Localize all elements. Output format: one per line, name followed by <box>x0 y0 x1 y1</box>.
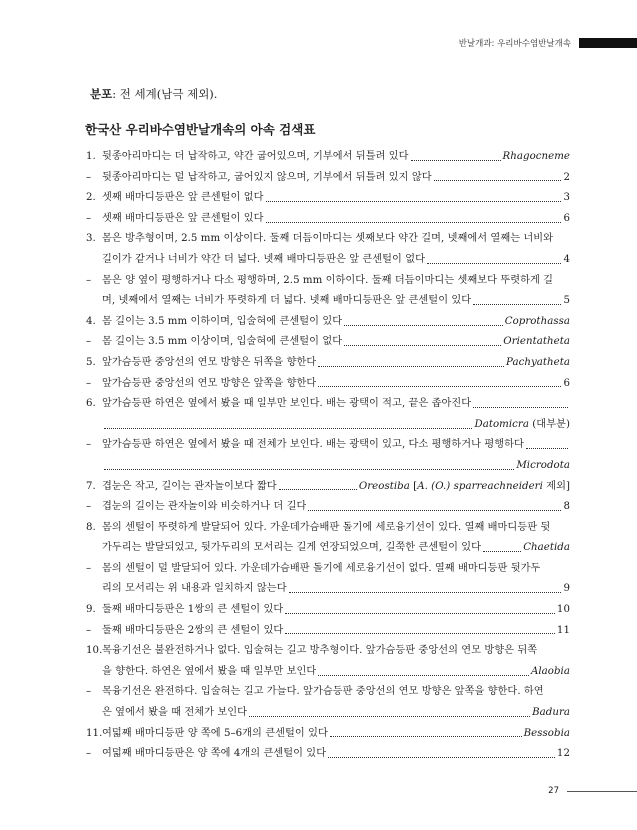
leader-dots <box>308 510 561 511</box>
result-label: 12 <box>556 748 570 760</box>
leader-dots <box>104 469 514 470</box>
distribution-paragraph <box>90 86 217 102</box>
key-line-text: 겹눈은 작고, 길이는 관자놀이보다 짧다 <box>102 480 277 492</box>
key-line-text: 앞가슴등판 하연은 옆에서 봤을 때 일부만 보인다. 배는 광택이 적고, 끝은 좁아진다 <box>102 398 472 410</box>
leader-dots <box>318 386 561 387</box>
key-line <box>86 456 570 477</box>
result-note: (대부분) <box>528 418 570 430</box>
page-number: 27 <box>548 786 559 796</box>
result-label: 4 <box>563 253 570 265</box>
result-label: 2 <box>563 171 570 183</box>
taxon-result <box>524 724 570 745</box>
distribution-label: 분포 <box>90 87 113 101</box>
leader-dots <box>411 160 501 161</box>
couplet-reference <box>563 374 570 395</box>
key-line <box>86 600 570 621</box>
couplet-reference <box>563 168 570 189</box>
leader-dots <box>526 448 568 449</box>
result-label: Chaetida <box>523 542 570 554</box>
key-line <box>86 682 570 703</box>
result-label: 9 <box>563 583 570 595</box>
running-title: 반날개과: 우리바수염반날개속 <box>458 39 571 49</box>
header-bar <box>579 38 637 48</box>
key-line <box>86 497 570 518</box>
key-line-text: 둘째 배마디등판은 1쌍의 큰 센털이 있다 <box>102 604 284 616</box>
leader-dots <box>285 633 555 634</box>
result-label: 6 <box>563 377 570 389</box>
key-line-text: 며, 넷째에서 열째는 너비가 뚜렷하게 더 넓다. 넷째 배마디등판은 앞 큰센털이 있다 <box>102 295 472 307</box>
key-line-text: 몸의 센털이 덜 발달되어 있다. 가운데가슴배판 돌기에 세로융기선이 없다. 열째 배마디등판 뒷가두 <box>102 562 541 574</box>
leader-dots <box>328 757 555 758</box>
taxon-result <box>503 332 570 353</box>
key-line-text: 은 옆에서 봤을 때 전체가 보인다 <box>102 707 248 719</box>
result-label: 5 <box>563 295 570 307</box>
footer-rule <box>567 791 637 792</box>
key-line <box>86 250 570 271</box>
couplet-number: 11. <box>86 727 103 739</box>
alternative-dash: – <box>86 377 92 389</box>
result-label: Microdota <box>516 459 570 471</box>
result-label: Datomicra <box>474 418 529 430</box>
key-line-text: 여덟째 배마디등판은 양 쪽에 4개의 큰센털이 있다 <box>102 748 327 760</box>
couplet-reference <box>557 600 570 621</box>
key-line-text: 앞가슴등판 중앙선의 연모 방향은 뒤쪽을 향한다 <box>102 356 317 368</box>
couplet-reference <box>557 744 570 765</box>
key-line <box>86 168 570 189</box>
key-line <box>86 518 570 539</box>
couplet-number: 10. <box>86 645 103 657</box>
key-line <box>86 538 570 559</box>
result-note: [A. (O.) sparreachneideri 제외] <box>409 480 570 492</box>
leader-dots <box>483 551 521 552</box>
key-line <box>86 579 570 600</box>
couplet-reference <box>563 497 570 518</box>
key-line-text: 을 향한다. 하연은 옆에서 봤을 때 일부만 보인다 <box>102 665 317 677</box>
key-line <box>86 477 570 498</box>
alternative-dash: – <box>86 274 92 286</box>
taxon-result <box>503 147 570 168</box>
taxon-result <box>523 538 570 559</box>
key-line <box>86 332 570 353</box>
leader-dots <box>344 345 501 346</box>
couplet-number: 9. <box>86 604 96 616</box>
leader-dots <box>279 489 357 490</box>
key-line-text: 몸 길이는 3.5 mm 이상이며, 입술혀에 큰센털이 없다 <box>102 336 343 348</box>
alternative-dash: – <box>86 336 92 348</box>
key-line-text: 앞가슴등판 중앙선의 연모 방향은 앞쪽을 향한다 <box>102 377 317 389</box>
key-line <box>86 291 570 312</box>
key-line-text: 여덟째 배마디등판 양 쪽에 5–6개의 큰센털이 있다 <box>102 727 328 739</box>
key-line-text: 둘째 배마디등판은 2쌍의 큰 센털이 있다 <box>102 624 284 636</box>
leader-dots <box>318 675 529 676</box>
distribution-text: : 전 세계(남극 제외). <box>112 87 218 101</box>
couplet-number: 3. <box>86 233 96 245</box>
key-line-text: 가두리는 발달되었고, 뒷가두리의 모서리는 길게 연장되었으며, 길쭉한 큰센털이 있다 <box>102 542 482 554</box>
key-line-text: 목융기선은 불완전하거나 없다. 입술혀는 길고 방추형이다. 앞가슴등판 중앙선의 연모 방향은 뒤쪽 <box>102 645 538 657</box>
couplet-number: 2. <box>86 192 96 204</box>
running-header <box>459 38 637 48</box>
leader-dots <box>434 180 562 181</box>
key-line-text: 뒷종아리마디는 더 납작하고, 약간 굽어있으며, 기부에서 뒤틀려 있다 <box>102 151 409 162</box>
key-line <box>86 662 570 683</box>
key-line-text: 뒷종아리마디는 덜 납작하고, 굽어있지 않으며, 기부에서 뒤틀려 있지 않다 <box>102 171 432 183</box>
key-line <box>86 312 570 333</box>
key-line <box>86 435 570 456</box>
leader-dots <box>473 304 561 305</box>
result-label: Bessobia <box>523 727 570 739</box>
result-label: 3 <box>563 192 570 204</box>
result-label: 10 <box>556 604 570 616</box>
key-line <box>86 641 570 662</box>
key-line-text: 리의 모서리는 위 내용과 일치하지 않는다 <box>102 583 287 595</box>
leader-dots <box>344 325 503 326</box>
key-title: 한국산 우리바수염반날개속의 아속 검색표 <box>85 122 316 137</box>
result-label: Orientatheta <box>503 336 570 348</box>
taxon-result <box>516 456 570 477</box>
key-line <box>86 147 570 168</box>
alternative-dash: – <box>86 171 92 183</box>
key-line-text: 목융기선은 완전하다. 입술혀는 길고 가늘다. 앞가슴등판 중앙선의 연모 방향은 앞쪽을 향한다. 하연 <box>102 686 544 698</box>
result-label: Oreostiba <box>358 480 410 492</box>
couplet-number: 4. <box>86 315 96 327</box>
taxon-result <box>474 415 570 436</box>
result-label: Coprothassa <box>504 315 570 327</box>
result-label: Badura <box>532 707 570 719</box>
key-line <box>86 271 570 292</box>
key-line <box>86 209 570 230</box>
page-footer <box>548 786 637 796</box>
couplet-reference <box>563 579 570 600</box>
key-line-text: 길이가 같거나 너비가 약간 더 넓다. 넷째 배마디등판은 앞 큰센털이 없다 <box>102 253 426 265</box>
leader-dots <box>249 716 530 717</box>
key-line-text: 겹눈의 길이는 관자놀이와 비슷하거나 더 길다 <box>102 501 307 513</box>
key-line <box>86 744 570 765</box>
alternative-dash: – <box>86 686 92 698</box>
result-label: 6 <box>563 212 570 224</box>
key-line-text: 몸은 양 옆이 평행하거나 다소 평행하며, 2.5 mm 이하이다. 둘째 더듬이마디는 셋째보다 뚜렷하게 길 <box>102 274 554 286</box>
alternative-dash: – <box>86 748 92 760</box>
key-line <box>86 353 570 374</box>
couplet-number: 8. <box>86 521 96 533</box>
taxon-result <box>359 477 570 498</box>
key-line-text: 몸의 센털이 뚜렷하게 발달되어 있다. 가운데가슴배판 돌기에 세로융기선이 있다. 열째 배마디등판 뒷 <box>102 521 551 533</box>
leader-dots <box>104 428 472 429</box>
key-line <box>86 415 570 436</box>
key-line <box>86 703 570 724</box>
leader-dots <box>266 222 562 223</box>
taxon-result <box>505 312 570 333</box>
taxon-result <box>506 353 570 374</box>
result-label: 11 <box>556 624 570 636</box>
alternative-dash: – <box>86 562 92 574</box>
key-line <box>86 724 570 745</box>
couplet-reference <box>563 250 570 271</box>
key-line-text: 셋째 배마디등판은 앞 큰센털이 없다 <box>102 192 264 204</box>
result-label: Alaobia <box>530 665 570 677</box>
couplet-reference <box>563 188 570 209</box>
key-line <box>86 188 570 209</box>
key-line <box>86 394 570 415</box>
result-label: Pachyatheta <box>506 356 570 368</box>
leader-dots <box>473 407 568 408</box>
couplet-number: 6. <box>86 398 96 410</box>
alternative-dash: – <box>86 624 92 636</box>
alternative-dash: – <box>86 501 92 513</box>
taxon-result <box>532 703 570 724</box>
key-line-text: 몸 길이는 3.5 mm 이하이며, 입술혀에 큰센털이 있다 <box>102 315 343 327</box>
key-line <box>86 621 570 642</box>
couplet-reference <box>563 291 570 312</box>
taxon-result <box>531 662 570 683</box>
leader-dots <box>289 592 562 593</box>
leader-dots <box>318 366 504 367</box>
identification-key <box>86 147 570 765</box>
couplet-reference <box>557 621 570 642</box>
leader-dots <box>266 201 562 202</box>
result-label: Rhagocneme <box>502 151 570 162</box>
key-line-text: 셋째 배마디등판은 앞 큰센털이 있다 <box>102 212 264 224</box>
leader-dots <box>330 736 522 737</box>
couplet-number: 7. <box>86 480 96 492</box>
leader-dots <box>285 613 555 614</box>
couplet-number: 5. <box>86 356 96 368</box>
couplet-number: 1. <box>86 151 96 162</box>
key-line <box>86 374 570 395</box>
couplet-reference <box>563 209 570 230</box>
key-line-text: 앞가슴등판 하연은 옆에서 봤을 때 전체가 보인다. 배는 광택이 있고, 다소 평행하거나 평행하다 <box>102 439 524 451</box>
key-line-text: 몸은 방추형이며, 2.5 mm 이상이다. 둘째 더듬이마디는 셋째보다 약간 길며, 넷째에서 열째는 너비와 <box>102 233 554 245</box>
leader-dots <box>427 263 561 264</box>
alternative-dash: – <box>86 212 92 224</box>
key-line <box>86 229 570 250</box>
result-label: 8 <box>563 501 570 513</box>
alternative-dash: – <box>86 439 92 451</box>
key-line <box>86 559 570 580</box>
